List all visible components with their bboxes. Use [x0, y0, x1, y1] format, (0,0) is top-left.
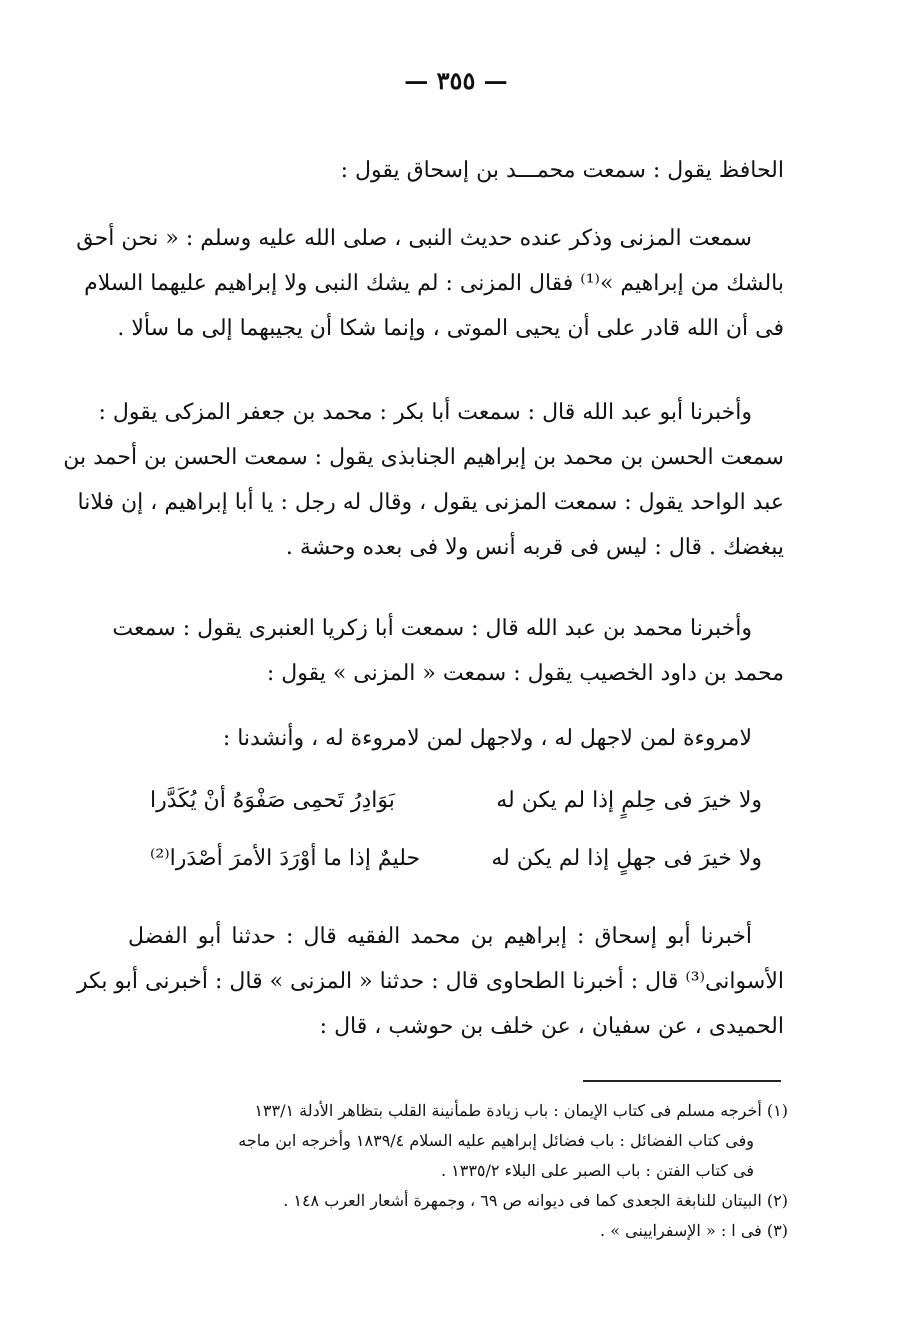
footnote-line: وفى كتاب الفضائل : باب فضائل إبراهيم عليه السلام ١٨٣٩/٤ وأخرجه ابن ماجه — [238, 1131, 754, 1150]
paragraph — [63, 390, 784, 570]
text-line: يبغضك . قال : ليس فى قربه أنس ولا فى بعده وحشة . — [285, 535, 784, 560]
verse-first-hemistich: ولا خيرَ فى حِلمٍ إذا لم يكن له — [496, 788, 762, 813]
text-line: الأسوانى⁽³⁾ قال : أخبرنا الطحاوى قال : حدثنا « المزنى » قال : أخبرنى أبو بكر — [77, 969, 784, 994]
footnote-line: فى كتاب الفتن : باب الصبر على البلاء ١٣٣٥/٢ . — [440, 1161, 754, 1180]
paragraph — [128, 716, 784, 761]
footnotes — [128, 1096, 788, 1246]
text-line: سمعت المزنى وذكر عنده حديث النبى ، صلى الله عليه وسلم : « نحن أحق — [76, 226, 752, 251]
text-line: وأخبرنا أبو عبد الله قال : سمعت أبا بكر : محمد بن جعفر المزكى يقول : — [98, 400, 752, 425]
footnote-line: (١) أخرجه مسلم فى كتاب الإيمان : باب زيادة طمأنينة القلب بتظاهر الأدلة ١٣٣/١ — [254, 1101, 788, 1120]
text-line: بالشك من إبراهيم »⁽¹⁾ فقال المزنى : لم يشك النبى ولا إبراهيم عليهما السلام — [84, 271, 784, 296]
text-line: لامروءة لمن لاجهل له ، ولاجهل لمن لامروءة له ، وأنشدنا : — [222, 726, 752, 751]
verse-first-hemistich: ولا خيرَ فى جهلٍ إذا لم يكن له — [491, 846, 762, 871]
footnote-line: (٢) البيتان للنابغة الجعدى كما فى ديوانه ص ٦٩ ، وجمهرة أشعار العرب ١٤٨ . — [283, 1191, 788, 1210]
text-line: الحافظ يقول : سمعت محمـــد بن إسحاق يقول : — [340, 158, 784, 183]
text-line: فى أن الله قادر على أن يحيى الموتى ، وإنما شكا أن يجيبهما إلى ما سألا . — [117, 316, 784, 341]
text-line: محمد بن داود الخصيب يقول : سمعت « المزنى » يقول : — [266, 661, 784, 686]
text-line: سمعت الحسن بن محمد بن إبراهيم الجنابذى يقول : سمعت الحسن بن أحمد بن — [63, 445, 784, 470]
text-line: الحميدى ، عن سفيان ، عن خلف بن حوشب ، قال : — [319, 1014, 784, 1039]
verse-second-hemistich: بَوَادِرُ تَحمِى صَفْوَهُ أنْ يُكَدَّرا — [150, 788, 395, 813]
text-line: وأخبرنا محمد بن عبد الله قال : سمعت أبا زكريا العنبرى يقول : سمعت — [112, 616, 752, 641]
text-line: أخبرنا أبو إسحاق : إبراهيم بن محمد الفقيه قال : حدثنا أبو الفضل — [128, 924, 752, 949]
paragraph — [76, 216, 784, 351]
verse-second-hemistich: حليمٌ إذا ما أوْرَدَ الأمرَ أصْدَرا⁽²⁾ — [150, 846, 421, 871]
page-number: — ٣٥٥ — — [404, 66, 508, 95]
paragraph — [112, 606, 784, 696]
verse-line — [150, 788, 762, 828]
text-line: عبد الواحد يقول : سمعت المزنى يقول ، وقال له رجل : يا أبا إبراهيم ، إن فلانا — [77, 490, 784, 515]
footnote-separator — [583, 1080, 781, 1082]
paragraph — [77, 914, 784, 1049]
verse-line — [150, 846, 762, 886]
footnote-line: (٣) فى ا : « الإسفرايينى » . — [600, 1221, 788, 1240]
paragraph-continuation — [128, 148, 784, 193]
